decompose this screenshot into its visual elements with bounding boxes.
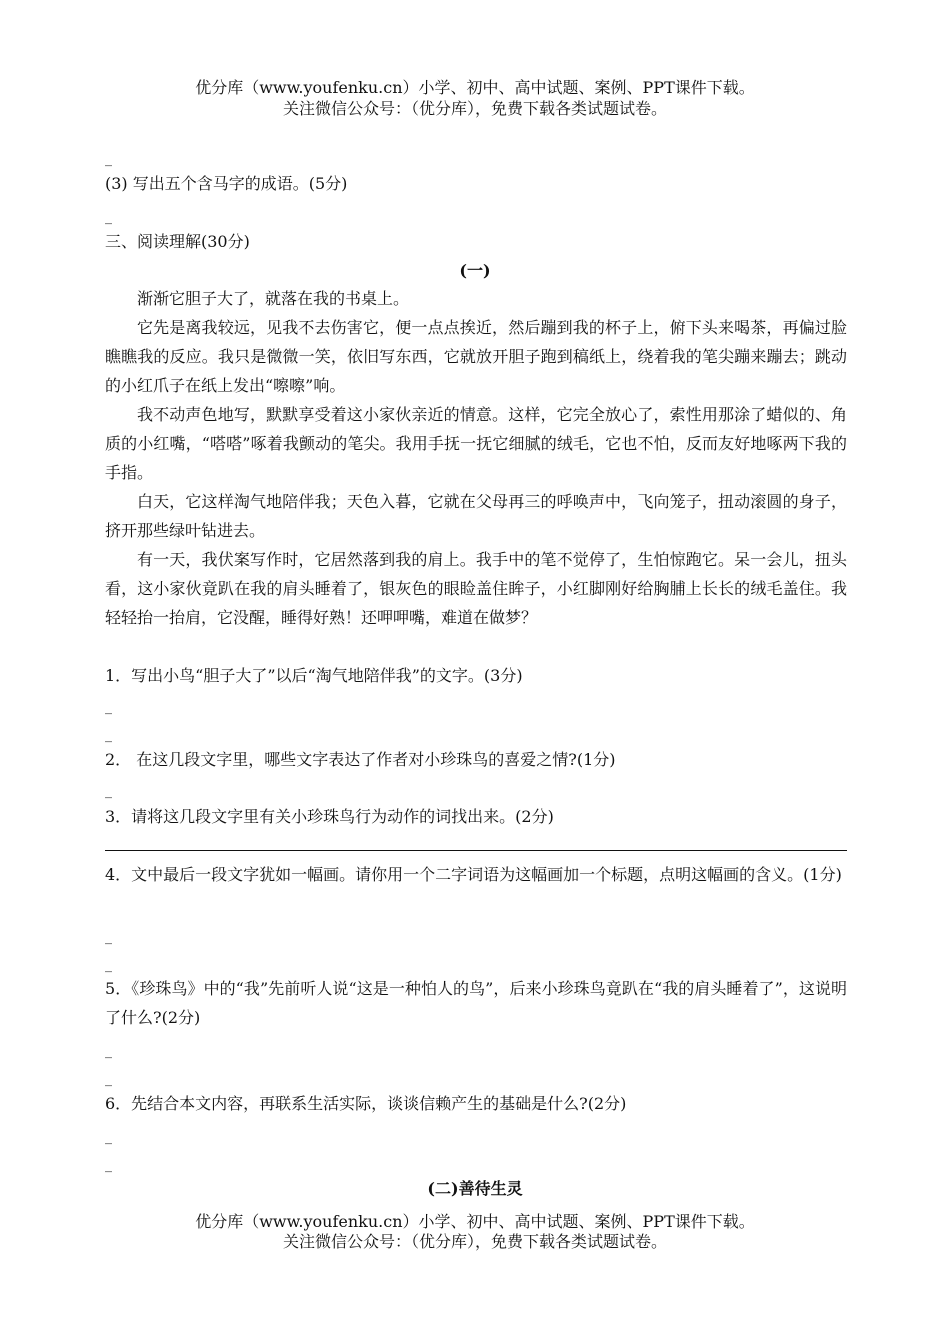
page-footer-line-1: 优分库（www.youfenku.cn）小学、初中、高中试题、案例、PPT课件下载。 bbox=[195, 1212, 755, 1231]
question-part2-3: (3) 写出五个含马字的成语。(5分) bbox=[105, 174, 348, 193]
passage-1-paragraph: 白天，它这样淘气地陪伴我；天色入暮，它就在父母再三的呼唤声中，飞向笼子，扭动滚圆的身子，挤开那些绿叶钻进去。 bbox=[105, 492, 847, 540]
question-4: 4．文中最后一段文字犹如一幅画。请你用一个二字词语为这幅画加一个标题，点明这幅画的含义。(1分) bbox=[105, 865, 842, 884]
answer-blank: _ bbox=[105, 783, 112, 799]
passage-1-paragraph: 它先是离我较远，见我不去伤害它，便一点点挨近，然后蹦到我的杯子上，俯下头来喝茶，再偏过脸瞧瞧我的反应。我只是微微一笑，依旧写东西，它就放开胆子跑到稿纸上，绕着我的笔尖蹦来蹦去；跳动的小红爪子在纸上发出“嚓嚓”响。 bbox=[105, 318, 847, 395]
passage-1-paragraph: 有一天，我伏案写作时，它居然落到我的肩上。我手中的笔不觉停了，生怕惊跑它。呆一会儿，扭头看，这小家伙竟趴在我的肩头睡着了，银灰色的眼睑盖住眸子，小红脚刚好给胸脯上长长的绒毛盖住。我轻轻抬一抬肩，它没醒，睡得好熟！还呷呷嘴，难道在做梦？ bbox=[105, 550, 847, 627]
answer-blank: _ bbox=[105, 151, 112, 167]
question-2: 2． 在这几段文字里，哪些文字表达了作者对小珍珠鸟的喜爱之情?(1分) bbox=[105, 750, 616, 769]
answer-line bbox=[105, 850, 847, 851]
page-footer-line-2: 关注微信公众号：（优分库），免费下载各类试题试卷。 bbox=[282, 1232, 667, 1251]
passage-1-title: (一) bbox=[459, 261, 491, 280]
answer-blank: _ bbox=[105, 1157, 112, 1173]
section-title-reading: 三、阅读理解(30分) bbox=[105, 232, 250, 251]
page-header-line-2: 关注微信公众号：（优分库），免费下载各类试题试卷。 bbox=[282, 99, 667, 118]
answer-blank: _ bbox=[105, 957, 112, 973]
passage-1-paragraph: 我不动声色地写，默默享受着这小家伙亲近的情意。这样，它完全放心了，索性用那涂了蜡似的、角质的小红嘴，“嗒嗒”啄着我颤动的笔尖。我用手抚一抚它细腻的绒毛，它也不怕，反而友好地啄两下我的手指。 bbox=[105, 405, 847, 482]
passage-2-title: (二)善待生灵 bbox=[427, 1179, 523, 1198]
answer-blank: _ bbox=[105, 1043, 112, 1059]
question-5: 5．《珍珠鸟》中的“我”先前听人说“这是一种怕人的鸟”，后来小珍珠鸟竟趴在“我的肩头睡着了”，这说明了什么?(2分) bbox=[105, 979, 847, 1027]
answer-blank: _ bbox=[105, 727, 112, 743]
answer-blank: _ bbox=[105, 209, 112, 225]
passage-1-paragraph: 渐渐它胆子大了，就落在我的书桌上。 bbox=[137, 289, 410, 308]
question-1: 1．写出小鸟“胆子大了”以后“淘气地陪伴我”的文字。(3分) bbox=[105, 666, 523, 685]
answer-blank: _ bbox=[105, 929, 112, 945]
answer-blank: _ bbox=[105, 1071, 112, 1087]
answer-blank: _ bbox=[105, 1129, 112, 1145]
page-header-line-1: 优分库（www.youfenku.cn）小学、初中、高中试题、案例、PPT课件下载。 bbox=[195, 78, 755, 97]
answer-blank: _ bbox=[105, 699, 112, 715]
question-3: 3．请将这几段文字里有关小珍珠鸟行为动作的词找出来。(2分) bbox=[105, 807, 554, 826]
question-6: 6．先结合本文内容，再联系生活实际，谈谈信赖产生的基础是什么?(2分) bbox=[105, 1094, 627, 1113]
